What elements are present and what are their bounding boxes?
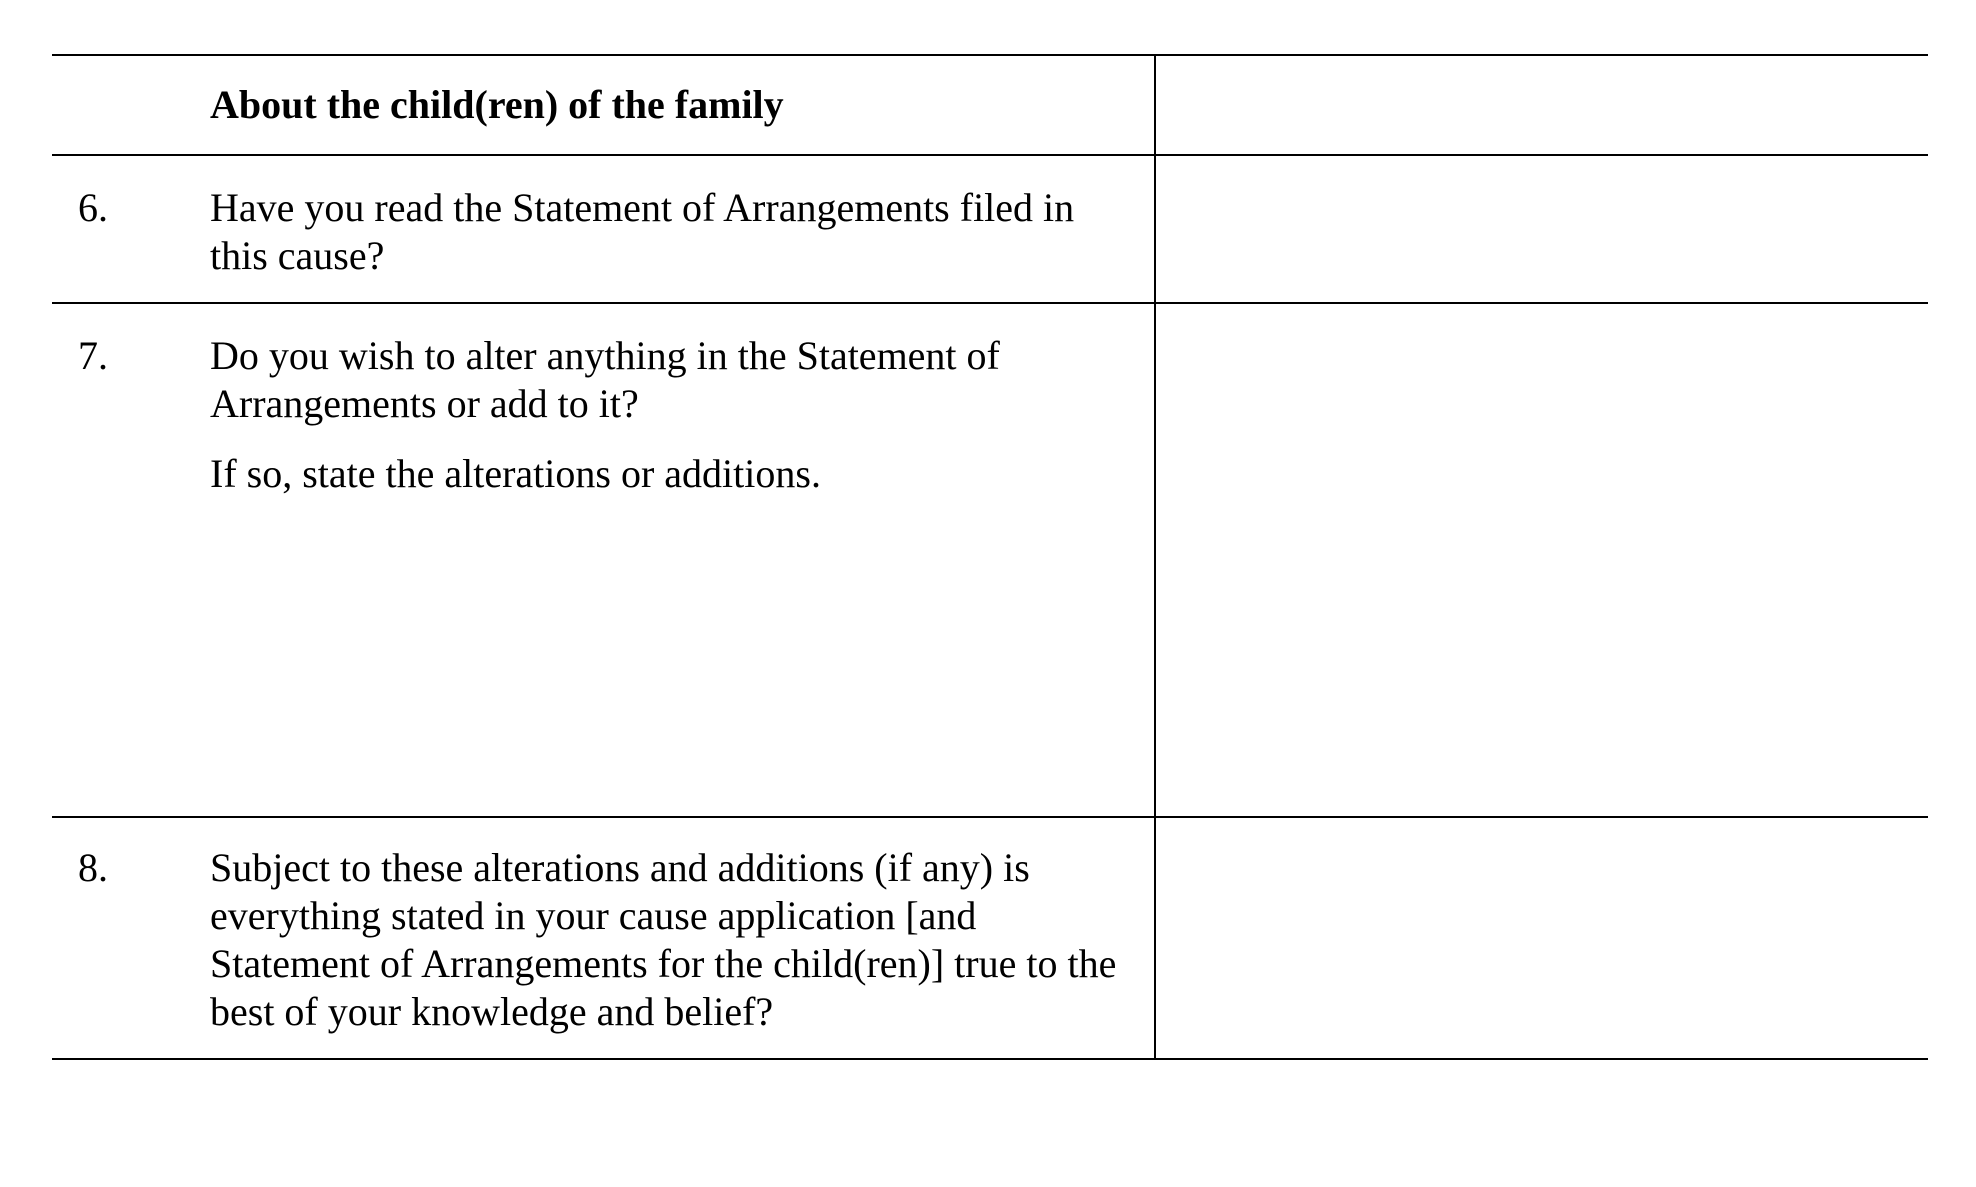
question-text-6: Have you read the Statement of Arrangements filed in this cause? <box>210 185 1075 278</box>
question-text <box>210 303 1155 817</box>
question-instruction-7: If so, state the alterations or additions. <box>210 451 821 496</box>
question-text <box>210 155 1155 303</box>
question-number: 7. <box>52 303 210 817</box>
question-number: 8. <box>52 817 210 1059</box>
question-row-8 <box>52 817 1928 1059</box>
question-row-6 <box>52 155 1928 303</box>
question-number: 6. <box>52 155 210 303</box>
question-text <box>210 817 1155 1059</box>
form-table <box>52 54 1928 1060</box>
question-text-7: Do you wish to alter anything in the Statement of Arrangements or add to it? <box>210 333 1000 426</box>
section-heading: About the child(ren) of the family <box>210 55 1155 155</box>
header-answer-cell <box>1155 55 1928 155</box>
question-text-8: Subject to these alterations and additions (if any) is everything stated in your cause application [and Statement of Arrangements for the child(ren)] true to the best of your knowledge and belief? <box>210 845 1117 1034</box>
header-number-cell <box>52 55 210 155</box>
answer-field-6[interactable] <box>1155 155 1928 303</box>
section-header-row <box>52 55 1928 155</box>
answer-field-7[interactable] <box>1155 303 1928 817</box>
question-row-7 <box>52 303 1928 817</box>
answer-field-8[interactable] <box>1155 817 1928 1059</box>
